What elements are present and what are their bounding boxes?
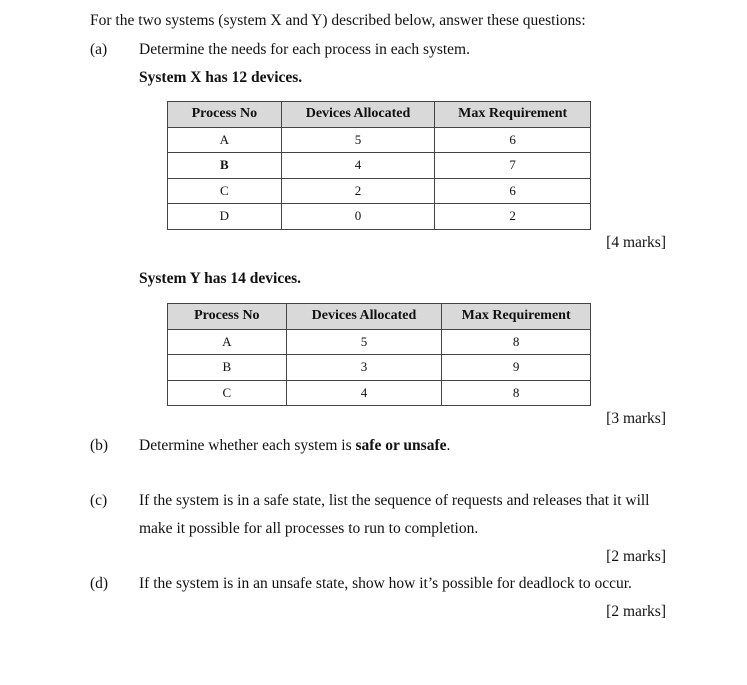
part-b-emphasis: safe or unsafe [355, 437, 447, 454]
column-header: Process No [168, 102, 282, 128]
part-b-label: (b) [90, 437, 109, 454]
process-cell: A [168, 127, 282, 153]
part-a-label: (a) [90, 41, 108, 58]
table-header-row [168, 102, 591, 128]
table-row [168, 355, 591, 381]
part-b-text: Determine whether each system is [139, 437, 356, 454]
process-cell: C [168, 178, 282, 204]
allocated-cell: 4 [281, 153, 435, 179]
process-cell: B [168, 153, 282, 179]
system-y-marks: [3 marks] [606, 410, 666, 427]
column-header: Devices Allocated [281, 102, 435, 128]
table-row [168, 153, 591, 179]
part-b-punctuation: . [446, 437, 451, 454]
process-cell: D [168, 204, 282, 230]
table-row [168, 329, 591, 355]
process-cell: A [168, 329, 287, 355]
table-row [168, 380, 591, 406]
part-d-question: If the system is in an unsafe state, show how it’s possible for deadlock to occur. [139, 575, 632, 592]
column-header: Max Requirement [442, 304, 591, 330]
allocated-cell: 0 [281, 204, 435, 230]
max-cell: 7 [435, 153, 591, 179]
allocated-cell: 5 [281, 127, 435, 153]
allocated-cell: 2 [281, 178, 435, 204]
system-y-table [167, 303, 591, 406]
part-a-question: Determine the needs for each process in each system. [139, 41, 470, 58]
system-x-heading: System X has 12 devices. [139, 69, 303, 86]
allocated-cell: 4 [286, 380, 442, 406]
max-cell: 6 [435, 178, 591, 204]
system-x-table [167, 101, 591, 230]
table-row [168, 127, 591, 153]
process-cell: B [168, 355, 287, 381]
max-cell: 6 [435, 127, 591, 153]
allocated-cell: 3 [286, 355, 442, 381]
table-row [168, 178, 591, 204]
column-header: Devices Allocated [286, 304, 442, 330]
table-header-row [168, 304, 591, 330]
allocated-cell: 5 [286, 329, 442, 355]
max-cell: 8 [442, 329, 591, 355]
intro-text: For the two systems (system X and Y) described below, answer these questions: [90, 12, 586, 29]
process-cell: C [168, 380, 287, 406]
system-x-marks: [4 marks] [606, 234, 666, 251]
column-header: Process No [168, 304, 287, 330]
max-cell: 8 [442, 380, 591, 406]
part-c-marks: [2 marks] [606, 548, 666, 565]
part-b-question [139, 437, 450, 455]
column-header: Max Requirement [435, 102, 591, 128]
part-c-question-line1: If the system is in a safe state, list the sequence of requests and releases that it will [139, 492, 650, 509]
system-y-heading: System Y has 14 devices. [139, 270, 302, 287]
max-cell: 2 [435, 204, 591, 230]
part-d-marks: [2 marks] [606, 603, 666, 620]
part-c-question-line2: make it possible for all processes to run to completion. [139, 520, 479, 537]
table-row [168, 204, 591, 230]
part-d-label: (d) [90, 575, 109, 592]
part-c-label: (c) [90, 492, 108, 509]
max-cell: 9 [442, 355, 591, 381]
